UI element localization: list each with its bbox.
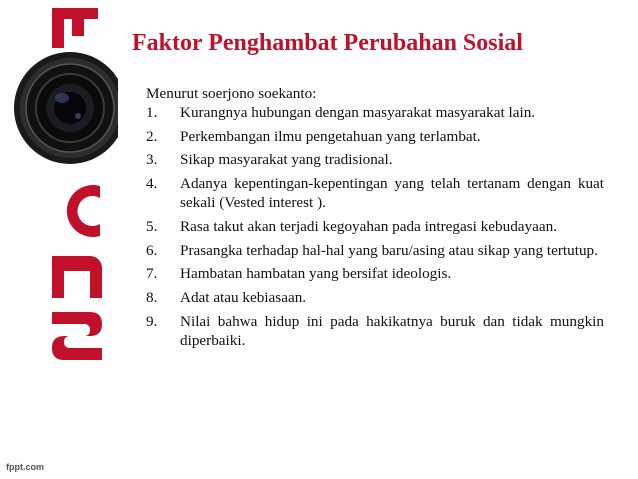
item-number: 6. [146, 241, 158, 259]
item-text: Adat atau kebiasaan. [180, 289, 307, 307]
item-text: Nilai bahwa hidup ini pada hakikatnya buruk dan tidak mungkin diperbaiki. [180, 312, 604, 349]
item-number: 5. [146, 217, 158, 235]
item-number: 9. [146, 312, 158, 330]
item-text: Adanya kepentingan-kepentingan yang telah tertanam dengan kuat sekali (Vested interest ). [180, 175, 604, 211]
item-number: 7. [146, 265, 158, 283]
item-text: Hambatan hambatan yang bersifat ideologis. [180, 265, 452, 283]
list-item [146, 265, 604, 284]
item-text: Kurangnya hubungan dengan masyarakat masyarakat lain. [180, 103, 536, 121]
list-item [146, 242, 604, 261]
item-number: 8. [146, 289, 158, 307]
slide-title: Faktor Penghambat Perubahan Sosial [132, 30, 523, 56]
item-text: Prasangka terhadap hal-hal yang baru/asing atau sikap yang tertutup. [180, 241, 598, 259]
intro-text: Menurut soerjono soekanto: [146, 85, 317, 102]
item-text: Sikap masyarakat yang tradisional. [180, 151, 393, 169]
list-item [146, 313, 604, 351]
item-number: 1. [146, 103, 158, 121]
item-number: 3. [146, 151, 158, 169]
list-item [146, 104, 604, 123]
item-text: Perkembangan ilmu pengetahuan yang terlambat. [180, 127, 481, 145]
slide-content [146, 85, 604, 351]
item-text: Rasa takut akan terjadi kegoyahan pada intregasi kebudayaan. [180, 217, 558, 235]
list-item [146, 128, 604, 147]
list-item [146, 175, 604, 213]
list-item [146, 151, 604, 170]
fppt-watermark: fppt.com [6, 462, 44, 472]
focus-brand-strip [0, 0, 118, 479]
list-item [146, 289, 604, 308]
camera-lens-logo [0, 0, 118, 479]
item-number: 2. [146, 127, 158, 145]
factor-list [146, 104, 604, 351]
item-number: 4. [146, 175, 158, 193]
list-item [146, 218, 604, 237]
